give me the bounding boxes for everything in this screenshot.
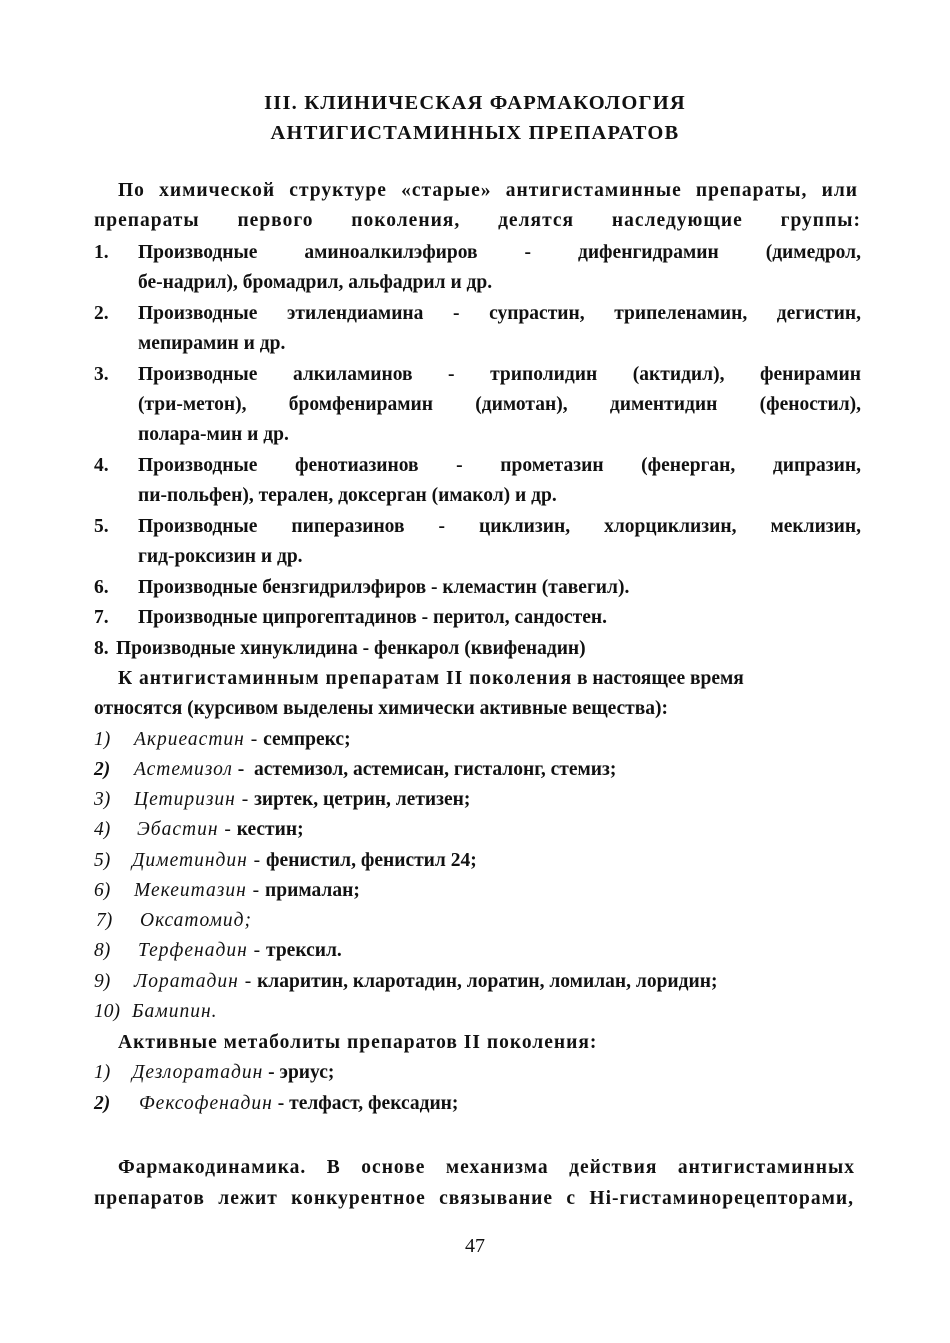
second-gen-item-2 xyxy=(94,757,861,783)
second-gen-item-9-number: 9) xyxy=(94,971,111,992)
metabolite-item-1 xyxy=(94,1060,861,1086)
group-1-line-1: Производные аминоалкилэфиров - дифенгидрамин (димедрол, xyxy=(138,242,861,263)
second-gen-item-4 xyxy=(94,817,861,843)
second-gen-item-9 xyxy=(94,969,861,995)
second-gen-item-5-brands: фенистил, фенистил 24; xyxy=(266,850,477,871)
group-5-number: 5. xyxy=(94,516,109,537)
second-gen-item-7-number: 7) xyxy=(96,910,113,931)
metabolite-item-1-brands: эриус; xyxy=(279,1062,335,1083)
second-gen-item-9-brands: кларитин, кларотадин, лоратин, ломилан, лоридин; xyxy=(257,971,718,992)
group-6-line-1: Производные бензгидрилэфиров - клемастин (тавегил). xyxy=(138,577,630,598)
second-gen-item-1-active: Акриеастин - xyxy=(134,729,259,750)
second-gen-item-1-brands: семпрекс; xyxy=(263,729,351,750)
chapter-title-line-1: III. КЛИНИЧЕСКАЯ ФАРМАКОЛОГИЯ xyxy=(264,92,686,114)
second-gen-item-8 xyxy=(94,938,861,964)
second-gen-item-2-active: Астемизол xyxy=(134,759,233,780)
group-4-number: 4. xyxy=(94,455,109,476)
second-gen-intro-line-2: относятся (курсивом выделены химически активные вещества): xyxy=(94,698,668,719)
second-gen-item-7-active: Оксатомид; xyxy=(140,910,253,931)
second-gen-intro-line-1a: К антигистаминным препаратам II поколения xyxy=(118,668,573,689)
second-gen-item-6 xyxy=(94,878,861,904)
second-gen-item-3 xyxy=(94,787,861,813)
second-gen-item-4-number: 4) xyxy=(94,819,111,840)
metabolite-item-2 xyxy=(94,1091,861,1117)
second-gen-item-6-brands: прималан; xyxy=(265,880,360,901)
group-5-line-1: Производные пиперазинов - циклизин, хлорциклизин, меклизин, xyxy=(138,516,861,537)
metabolite-item-2-active: Фексофенадин xyxy=(139,1093,273,1114)
group-7-line-1: Производные ципрогептадинов - перитол, сандостен. xyxy=(138,607,607,628)
group-4-line-2: пи-польфен), терален, доксерган (имакол) и др. xyxy=(138,485,557,506)
second-gen-item-1 xyxy=(94,727,861,753)
pharmacodynamics-line-2: препаратов лежит конкурентное связывание с Hi-гистаминорецепторами, xyxy=(94,1188,854,1209)
second-gen-item-5 xyxy=(94,848,861,874)
group-4-line-1: Производные фенотиазинов - прометазин (фенерган, дипразин, xyxy=(138,455,861,476)
metabolites-heading: Активные метаболиты препаратов II поколения: xyxy=(118,1032,598,1053)
group-5-line-2: гид-роксизин и др. xyxy=(138,546,303,567)
second-gen-item-7 xyxy=(94,908,861,934)
group-1-number: 1. xyxy=(94,242,109,263)
group-2-number: 2. xyxy=(94,303,109,324)
second-gen-item-6-number: 6) xyxy=(94,880,111,901)
group-2-line-2: мепирамин и др. xyxy=(138,333,286,354)
second-gen-intro-line-1 xyxy=(118,666,858,692)
second-gen-item-4-brands: кестин; xyxy=(236,819,304,840)
group-8-line-1: Производные хинуклидина - фенкарол (квифенадин) xyxy=(116,638,586,659)
chapter-title xyxy=(0,88,950,148)
intro-line-1: По химической структуре «старые» антигистаминные препараты, или xyxy=(118,180,858,201)
second-gen-item-2-number: 2) xyxy=(94,759,111,780)
second-gen-item-9-active: Лоратадин - xyxy=(134,971,253,992)
second-gen-item-2-brands: астемизол, астемисан, гисталонг, стемиз; xyxy=(253,759,617,780)
page-number: 47 xyxy=(465,1235,485,1257)
metabolite-item-2-number: 2) xyxy=(94,1093,111,1114)
second-gen-item-6-active: Мекеитазин - xyxy=(134,880,261,901)
metabolite-item-1-dash: - xyxy=(268,1062,275,1083)
second-gen-item-8-number: 8) xyxy=(94,940,111,961)
metabolite-item-1-number: 1) xyxy=(94,1062,111,1083)
group-2-line-1: Производные этилендиамина - супрастин, трипеленамин, дегистин, xyxy=(138,303,861,324)
second-gen-item-5-number: 5) xyxy=(94,850,111,871)
group-3-line-3: полара-мин и др. xyxy=(138,424,289,445)
group-7-number: 7. xyxy=(94,607,109,628)
pharmacodynamics-line-1: Фармакодинамика. В основе механизма действия антигистаминных xyxy=(118,1157,855,1178)
metabolite-item-1-active: Дезлоратадин xyxy=(132,1062,264,1083)
second-gen-item-3-brands: зиртек, цетрин, летизен; xyxy=(254,789,471,810)
second-gen-item-4-active: Эбастин - xyxy=(137,819,232,840)
metabolite-item-2-dash: - xyxy=(277,1093,285,1114)
chapter-title-line-2: АНТИГИСТАМИННЫХ ПРЕПАРАТОВ xyxy=(270,122,680,144)
group-6-number: 6. xyxy=(94,577,109,598)
group-3-number: 3. xyxy=(94,364,109,385)
second-gen-item-3-number: 3) xyxy=(94,789,111,810)
second-gen-item-8-brands: трексил. xyxy=(266,940,342,961)
second-gen-item-1-number: 1) xyxy=(94,729,111,750)
second-gen-item-5-active: Диметиндин - xyxy=(132,850,262,871)
group-3-line-1: Производные алкиламинов - триполидин (актидил), фенирамин xyxy=(138,364,861,385)
second-gen-item-10 xyxy=(94,999,861,1025)
second-gen-item-2-dash: - xyxy=(237,759,245,780)
group-1-line-2: бе-надрил), бромадрил, альфадрил и др. xyxy=(138,272,493,293)
group-8-number: 8. xyxy=(94,638,109,659)
second-gen-intro-line-1b: в настоящее время xyxy=(577,668,744,689)
second-gen-item-3-active: Цетиризин - xyxy=(134,789,250,810)
intro-line-2: препараты первого поколения, делятся наследующие группы: xyxy=(94,210,861,231)
second-gen-item-8-active: Терфенадин - xyxy=(138,940,262,961)
metabolite-item-2-brands: телфаст, фексадин; xyxy=(289,1093,459,1114)
second-gen-item-10-number: 10) xyxy=(94,1001,120,1022)
group-3-line-2: (три-метон), бромфенирамин (димотан), диментидин (феностил), xyxy=(138,394,861,415)
second-gen-item-10-active: Бамипин. xyxy=(132,1001,218,1022)
